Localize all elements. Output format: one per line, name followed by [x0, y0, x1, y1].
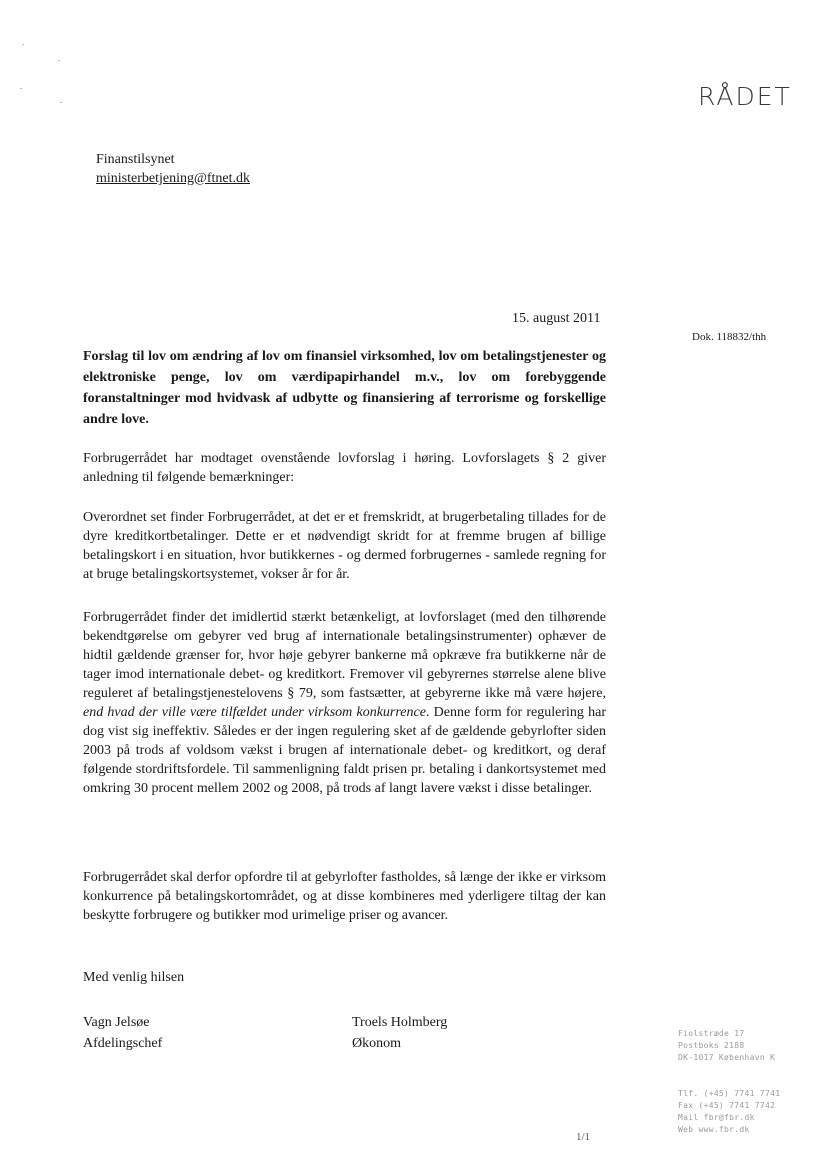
signatory-title: Økonom [352, 1036, 401, 1051]
paragraph-4: Forbrugerrådet skal derfor opfordre til at gebyrlofter fastholdes, så længe der ikke er virksom konkurrence på betalingskortområdet, og at disse kombineres med yderligere tiltag der kan beskytte forbrugere og butikker mod urimelige priser og avancer. [83, 870, 606, 923]
scan-speck [20, 88, 22, 89]
paragraph-3-text: Forbrugerrådet finder det imidlertid stærkt betænkeligt, at lovforslaget (med den tilhørende bekendtgørelse om gebyrer ved brug af internationale betalingsinstrumenter) ophæver de hidtil gældende grænser for, hvor høje gebyrer bankerne må opkræve fra butikkerne når de tager imod internationale debet- og kreditkort. Fremover vil gebyrernes størrelse alene blive reguleret af betalingstjenestelovens § 79, som fastsætter, at gebyrerne ikke må være højere, [83, 610, 606, 701]
letter-date: 15. august 2011 [512, 311, 601, 326]
page-number: 1/1 [576, 1131, 591, 1143]
logo: RÅDET [698, 82, 792, 111]
scan-speck [22, 44, 24, 45]
signatory-name: Vagn Jelsøe [83, 1015, 150, 1030]
address-line: Fiolstræde 17 [678, 1029, 745, 1038]
signatory-2 [352, 1012, 447, 1054]
signatory-title: Afdelingschef [83, 1036, 163, 1051]
paragraph-1: Forbrugerrådet har modtaget ovenstående lovforslag i høring. Lovforslagets § 2 giver anledning til følgende bemærkninger: [83, 451, 606, 485]
contact-block [678, 1088, 780, 1136]
contact-fax: Fax (+45) 7741 7742 [678, 1101, 776, 1110]
recipient-name: Finanstilsynet [96, 152, 175, 167]
scan-speck [60, 102, 62, 103]
recipient-email-link[interactable]: ministerbetjening@ftnet.dk [96, 171, 251, 186]
contact-web: Web www.fbr.dk [678, 1125, 750, 1134]
signatory-1 [83, 1012, 162, 1054]
paragraph-3-text-end: . Denne form for regulering har dog vist sig ineffektiv. Således er der ingen regulering sket af de gældende gebyrlofter siden 2003 på trods af voldsom vækst i brugen af internationale debet- og kreditkort, og deraf følgende stordriftsfordele. Til sammenligning faldt prisen pr. betaling i dankortsystemet med omkring 30 procent mellem 2002 og 2008, på trods af langt lavere vækst i disse betalinger. [83, 705, 607, 796]
document-reference: Dok. 118832/thh [692, 331, 767, 343]
paragraph-3 [83, 608, 606, 798]
paragraph-2: Overordnet set finder Forbrugerrådet, at det er et fremskridt, at brugerbetaling tillades for de dyre kreditkortbetalinger. Dette er et nødvendigt skridt for at fremme brugen af billige betalingskort i en situation, hvor butikkernes - og dermed forbrugernes - samlede regning for at bruge betalingskortsystemet, vokser år for år. [83, 510, 606, 582]
address-line: DK-1017 København K [678, 1053, 776, 1062]
signatory-name: Troels Holmberg [352, 1015, 448, 1030]
recipient-block [96, 150, 250, 188]
subject-heading: Forslag til lov om ændring af lov om finansiel virksomhed, lov om betalingstjenester og elektroniske penge, lov om værdipapirhandel m.v., lov om forebyggende foranstaltninger mod hvidvask af udbytte og finansiering af terrorisme og forskellige andre love. [83, 349, 606, 427]
closing-salutation: Med venlig hilsen [83, 970, 185, 985]
scan-speck [58, 60, 60, 61]
paragraph-3-quote: end hvad der ville være tilfældet under virksom konkurrence [83, 705, 426, 720]
address-line: Postboks 2188 [678, 1041, 745, 1050]
contact-mail: Mail fbr@fbr.dk [678, 1113, 755, 1122]
address-block [678, 1028, 775, 1064]
contact-phone: Tlf. (+45) 7741 7741 [678, 1089, 781, 1098]
